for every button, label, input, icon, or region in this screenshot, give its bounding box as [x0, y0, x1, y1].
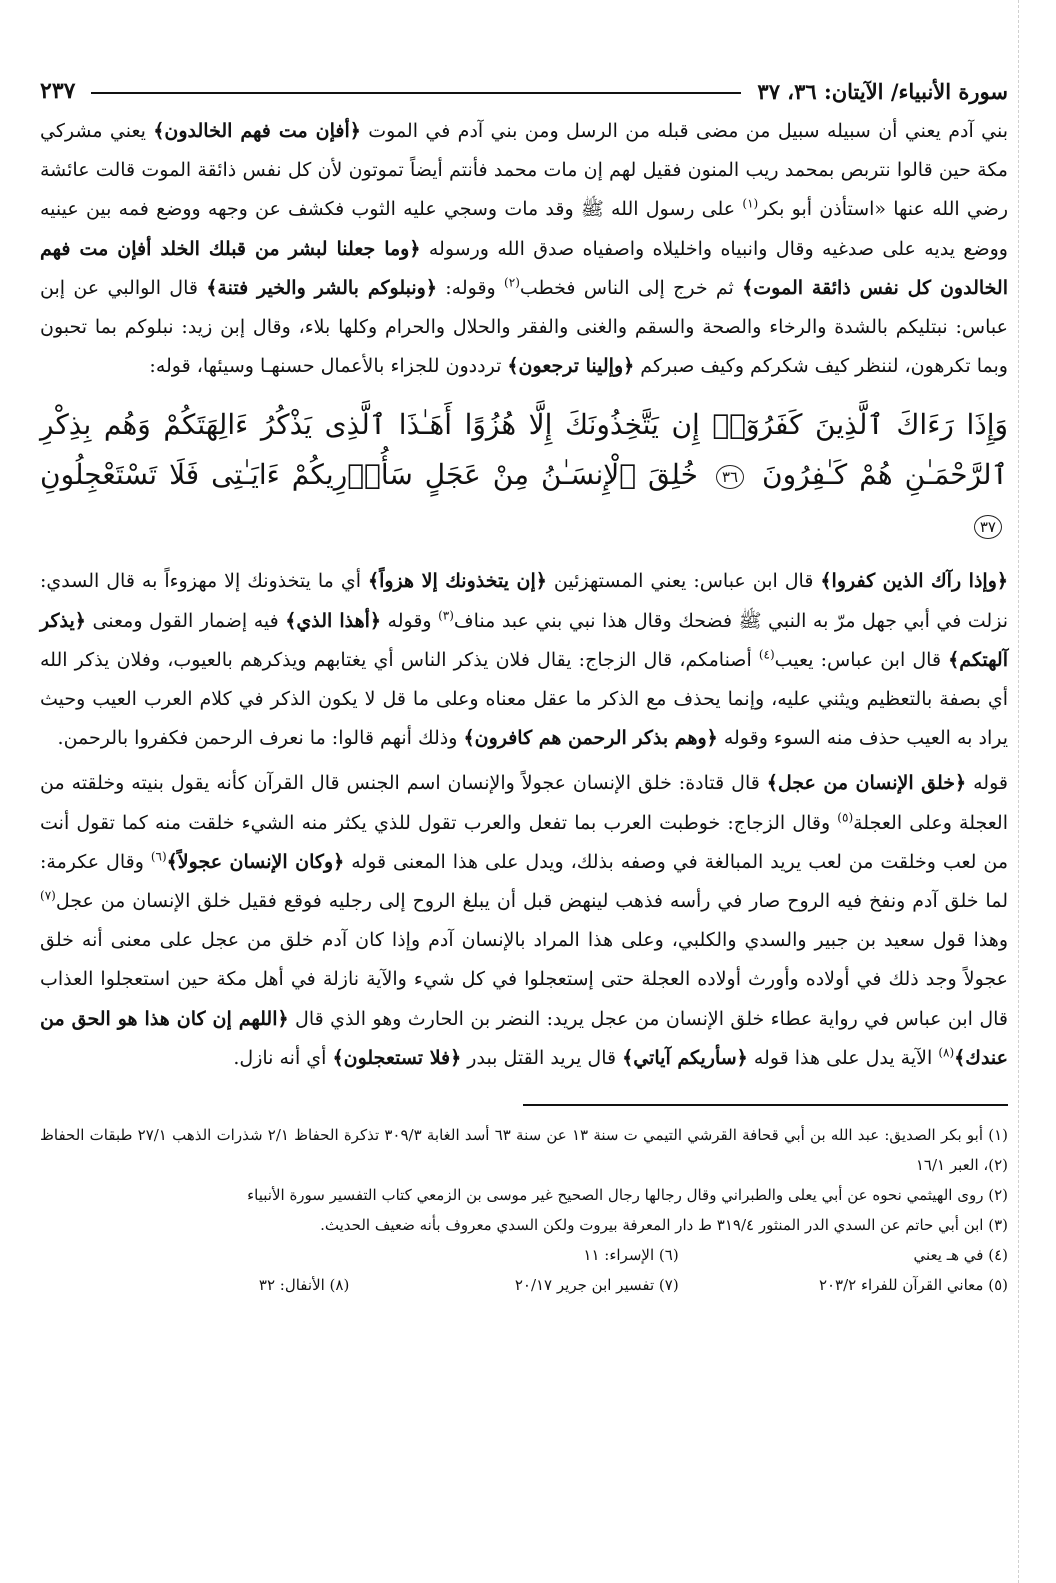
quran-quote: ﴿إن يتخذونك إلا هزواً﴾ [367, 570, 547, 593]
text: وقال عكرمة: لما خلق آدم ونفخ فيه الروح صار في رأسه فذهب لينهض قبل أن يبلغ الروح إلى رجليه فوقع فقيل خلق الإنسان من عجل [40, 850, 1008, 913]
ayah-number-37: ٣٧ [974, 515, 1002, 539]
footnote-2: (٢) روى الهيثمي نحوه عن أبي يعلى والطبراني وقال رجالها رجال الصحيح غير موسى بن الزمعي كتاب التفسير سورة الأنبياء [247, 1186, 1008, 1205]
surah-title: سورة الأنبياء/ الآيتان: ٣٦، ٣٧ [757, 79, 1008, 104]
quran-quote: ﴿وهم بذكر الرحمن هم كافرون﴾ [463, 727, 718, 750]
text: قال ابن عباس: يعيب [774, 648, 949, 671]
quran-quote: ﴿يذكر آلهتكم﴾ [40, 609, 1008, 671]
verse-37: خُلِقَ ٱلْإِنسَـٰنُ مِنْ عَجَلٍ سَأُو۟رِيكُمْ ءَايَـٰتِى فَلَا تَسْتَعْجِلُونِ [40, 458, 698, 492]
quran-quote: ﴿وما جعلنا لبشر من قبلك الخلد أفإن مت فهم الخالدون كل نفس ذائقة الموت﴾ [40, 237, 1008, 299]
footnote-ref: (٣) [438, 608, 454, 623]
text: بني آدم يعني أن سبيله سبيل من مضى قبله من الرسل ومن بني آدم في الموت [360, 120, 1008, 142]
footnote-ref: (٥) [837, 810, 854, 825]
quran-quote: ﴿سأريكم آياتي﴾ [622, 1046, 748, 1069]
footnote-empty-cell [40, 1240, 349, 1270]
footnote-ref: (٢) [504, 275, 520, 290]
quran-quote: ﴿اللهم إن كان هذا هو الحق من عندك﴾ [40, 1007, 1008, 1069]
verse-36: وَإِذَا رَءَاكَ ٱلَّذِينَ كَفَرُوٓا۟ إِن يَتَّخِذُونَكَ إِلَّا هُزُوًا أَهَـٰذَا ٱلَّذِى يَذْكُرُ ءَالِهَتَكُمْ وَهُم بِذِكْرِ ٱلرَّحْمَـٰنِ هُمْ كَـٰفِرُونَ [40, 408, 1008, 492]
quran-quote: ﴿فلا تستعجلون﴾ [332, 1046, 462, 1069]
text: وقوله [381, 609, 439, 632]
header-rule [91, 92, 741, 94]
text: أي ما يتخذونك إلا مهزوءاً به قال السدي: نزلت في أبي جهل مرّ به النبي ﷺ فضحك وقال هذا نبي بني عبد مناف [40, 570, 1008, 632]
footnote-6: (٦) الإسراء: ١١ [583, 1246, 679, 1265]
text: قال قتادة: خلق الإنسان عجولاً والإنسان اسم الجنس قال القرآن كأنه يقول بنيته وخلقته من العجلة وعلى العجلة [40, 772, 1008, 834]
text: وقال الزجاج: خوطبت العرب بما تفعل والعرب تقول للذي يكثر منه الشيء خلقت منه كما تقول أنت من لعب وخلقت من لعب يريد المبالغة في وصفه بذلك، ويدل على هذا المعنى قوله [40, 811, 1009, 873]
paragraph-3 [40, 764, 1008, 1078]
footnote-grid [40, 1240, 1008, 1300]
paragraph-1 [40, 112, 1008, 386]
quran-quote: ﴿ونبلوكم بالشر والخير فتنة﴾ [206, 276, 437, 299]
quran-quote: ﴿أهذا الذي﴾ [285, 609, 382, 632]
footnote-8: (٨) الأنفال: ٣٢ [258, 1276, 350, 1295]
text: قال الوالبي عن إبن عباس: نبتليكم بالشدة والرخاء والصحة والسقم والغنى والفقر والحلال والحرام وكلها بلاء، وقال إبن زيد: نبلوكم بما تحبون وبما تكرهون، لننظر كيف شكركم وكيف صبركم [40, 276, 1008, 378]
footnote-ref: (٦) [150, 849, 167, 864]
quran-quote: ﴿وكان الإنسان عجولاً﴾ [166, 850, 345, 873]
text: ترددون للجزاء بالأعمال حسنهـا وسيئها، قوله: [149, 355, 508, 378]
footnote-separator [523, 1104, 1008, 1106]
page-header [40, 70, 1008, 104]
quran-quote: ﴿خلق الإنسان من عجل﴾ [766, 772, 967, 795]
text: وذلك أنهم قالوا: ما نعرف الرحمن فكفروا بالرحمن. [57, 727, 464, 750]
text: وهذا قول سعيد بن جبير والسدي والكلبي، وعلى هذا المراد بالإنسان آدم وإذا كان آدم خلق من عجل على معنى أنه خلق عجولاً وجد ذلك في أولاده وأورث أولاده العجلة حتى إستعجلوا في كل شيء والآية نازلة في أهل مكة حين استعجلوا العذاب قال ابن عباس في رواية عطاء خلق الإنسان من عجل يريد: النضر بن الحارث وهو الذي قال [40, 929, 1008, 1030]
footnote-ref: (٤) [758, 647, 775, 662]
text: أصنامكم، قال الزجاج: يقال فلان يذكر الناس أي يغتابهم ويذكرهم بالعيوب، وفلان يذكر الله أي بصفة بالتعظيم ويثني عليه، وإنما يحذف مع الذكر ما عقل معناه وعلى ما قل لا يكون الذكر في كلام العرب العيب وحيث يراد به العيب حذف منه السوء وقوله [40, 648, 1008, 750]
text: قوله [966, 772, 1008, 795]
footnote-4: (٤) في هـ يعني [913, 1246, 1008, 1265]
ayah-number-36: ٣٦ [716, 465, 744, 489]
quran-quote: ﴿أفإن مت فهم الخالدون﴾ [153, 120, 361, 142]
footnote-ref: (٧) [40, 888, 56, 903]
footnote-7: (٧) تفسير ابن جرير ٢٠/١٧ [514, 1276, 679, 1295]
quran-verse-block [40, 400, 1008, 550]
quran-quote: ﴿وإذا رآك الذين كفروا﴾ [820, 570, 1009, 593]
text: ثم خرج إلى الناس فخطب [519, 276, 743, 299]
quran-quote: ﴿وإلينا ترجعون﴾ [507, 355, 635, 378]
text: أي أنه نازل. [233, 1046, 333, 1069]
paragraph-2 [40, 562, 1008, 758]
footnote-3: (٣) ابن أبي حاتم عن السدي الدر المنثور ٣١٩/٤ ط دار المعرفة بيروت ولكن السدي معروف بأنه ضعيف الحديث. [320, 1216, 1008, 1235]
page-edge-line [1018, 0, 1019, 1583]
text: على رسول الله ﷺ وقد مات وسجي عليه الثوب فكشف عن وجهه ووضع فمه بين عينيه ووضع يديه على صدغيه وقال وانبياه واخليلاه واصفياه صدق الله ورسوله [40, 198, 1008, 260]
page-number: ٢٣٧ [40, 78, 76, 104]
footnote-1: (١) أبو بكر الصديق: عبد الله بن أبي قحافة القرشي التيمي ت سنة ١٣ عن سنة ٦٣ أسد الغابة ٣٠٩/٣ تذكرة الحفاظ ٢/١ شذرات الذهب ٢٧/١ طبقات الحفاظ (٢)، العبر ١٦/١ [40, 1126, 1008, 1175]
text: فيه إضمار القول ومعنى [85, 609, 286, 632]
text: وقوله: [436, 276, 505, 299]
text: قال يريد القتل ببدر [461, 1046, 623, 1069]
text: الآية يدل على هذا قوله [747, 1046, 939, 1069]
footnote-5: (٥) معاني القرآن للفراء ٢٠٣/٢ [818, 1276, 1008, 1295]
footnote-ref: (٨) [938, 1045, 955, 1060]
footnote-ref: (١) [742, 197, 759, 212]
text: قال ابن عباس: يعني المستهزئين [546, 570, 821, 593]
text: يعني مشركي مكة حين قالوا نتربص بمحمد ريب المنون فقيل لهم إن مات محمد فأنتم أيضاً تموتون لأن كل نفس ذائقة الموت قالت عائشة رضي الله عنها «استأذن أبو بكر [40, 120, 1008, 221]
